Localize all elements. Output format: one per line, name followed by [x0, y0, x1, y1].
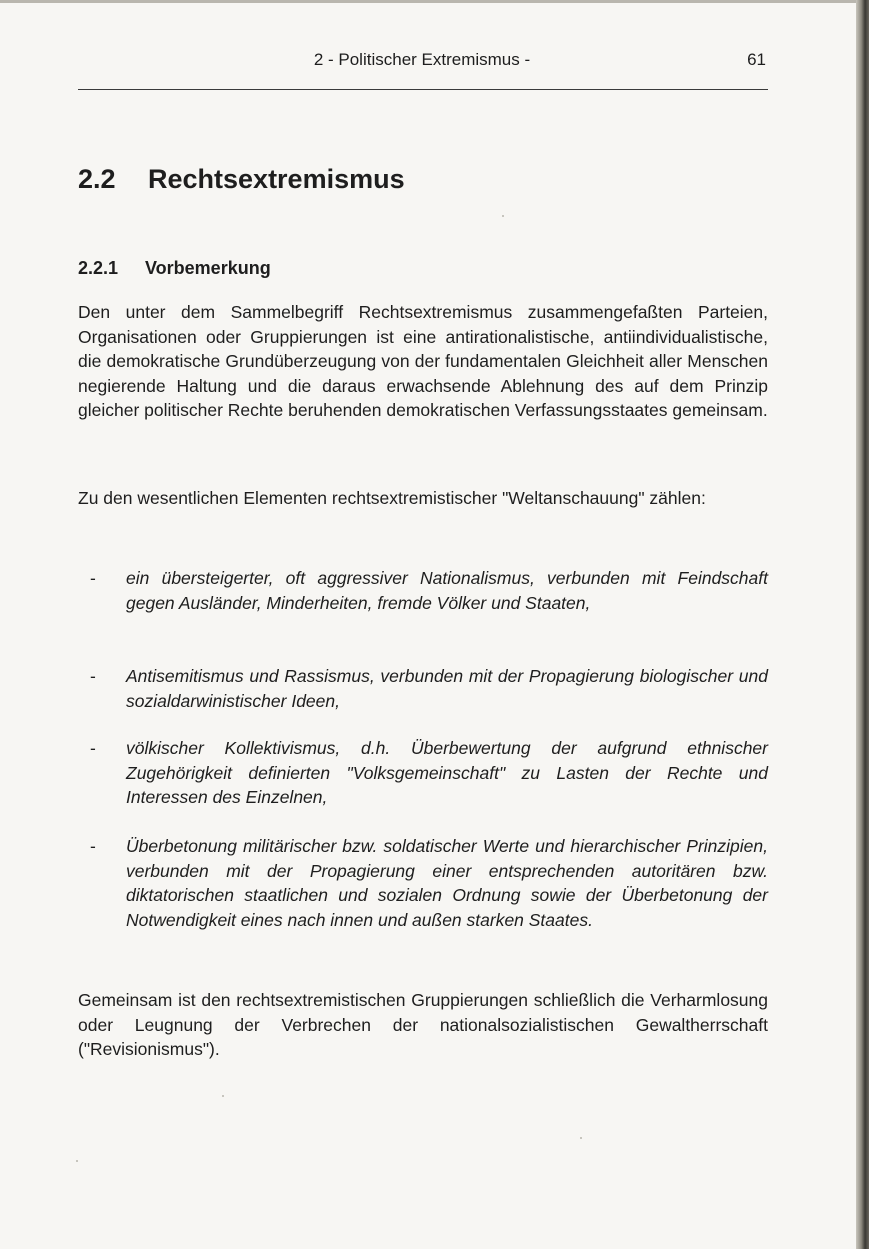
page-number: 61 [747, 50, 766, 69]
subsection-number: 2.2.1 [78, 258, 119, 278]
paper-speck [222, 1095, 224, 1097]
list-item-text: Überbetonung militärischer bzw. soldatischer Werte und hierarchischer Prinzipien, verbunden mit der Propagierung einer entsprechenden autoritären bzw. diktatorischen staatlichen und sozialen Ordnung sowie der Überbetonung der Notwendigkeit eines nach innen und außen starken Staates. [126, 836, 768, 930]
list-lead-paragraph: Zu den wesentlichen Elementen rechtsextremistischer "Weltanschauung" zählen: [78, 488, 706, 508]
running-header [78, 50, 766, 74]
list-bullet: - [90, 568, 96, 588]
binding-edge [856, 0, 869, 1249]
list-item-text: völkischer Kollektivismus, d.h. Überbewertung der aufgrund ethnischer Zugehörigkeit definierten "Volksgemeinschaft" zu Lasten der Rechte und Interessen des Einzelnen, [126, 738, 768, 807]
header-rule [78, 89, 768, 90]
intro-paragraph: Den unter dem Sammelbegriff Rechtsextremismus zusammengefaßten Parteien, Organisationen oder Gruppierungen ist eine antirationalistische, antiindividualistische, die demokratische Grundüberzeugung von der fundamentalen Gleichheit aller Menschen negierende Haltung und die daraus erwachsende Ablehnung des auf dem Prinzip gleicher politischer Rechte beruhenden demokratischen Verfassungsstaates gemeinsam. [78, 302, 768, 420]
paper-speck [502, 215, 504, 217]
paper-speck [580, 1137, 582, 1139]
running-title: 2 - Politischer Extremismus - [313, 50, 531, 69]
section-title: Rechtsextremismus [148, 164, 405, 194]
list-item-text: ein übersteigerter, oft aggressiver Nationalismus, verbunden mit Feindschaft gegen Ausländer, Minderheiten, fremde Völker und Staaten, [126, 568, 768, 613]
list-item-text: Antisemitismus und Rassismus, verbunden mit der Propagierung biologischer und sozialdarwinistischer Ideen, [126, 666, 768, 711]
section-heading [78, 164, 405, 195]
subsection-heading [78, 258, 271, 279]
list-bullet: - [90, 836, 96, 856]
list-bullet: - [90, 666, 96, 686]
subsection-title: Vorbemerkung [145, 258, 271, 278]
list-bullet: - [90, 738, 96, 758]
section-number: 2.2 [78, 164, 116, 194]
page-top-edge [0, 0, 856, 3]
closing-paragraph: Gemeinsam ist den rechtsextremistischen Gruppierungen schließlich die Verharmlosung oder Leugnung der Verbrechen der nationalsozialistischen Gewaltherrschaft ("Revisionismus"). [78, 990, 768, 1059]
paper-speck [76, 1160, 78, 1162]
